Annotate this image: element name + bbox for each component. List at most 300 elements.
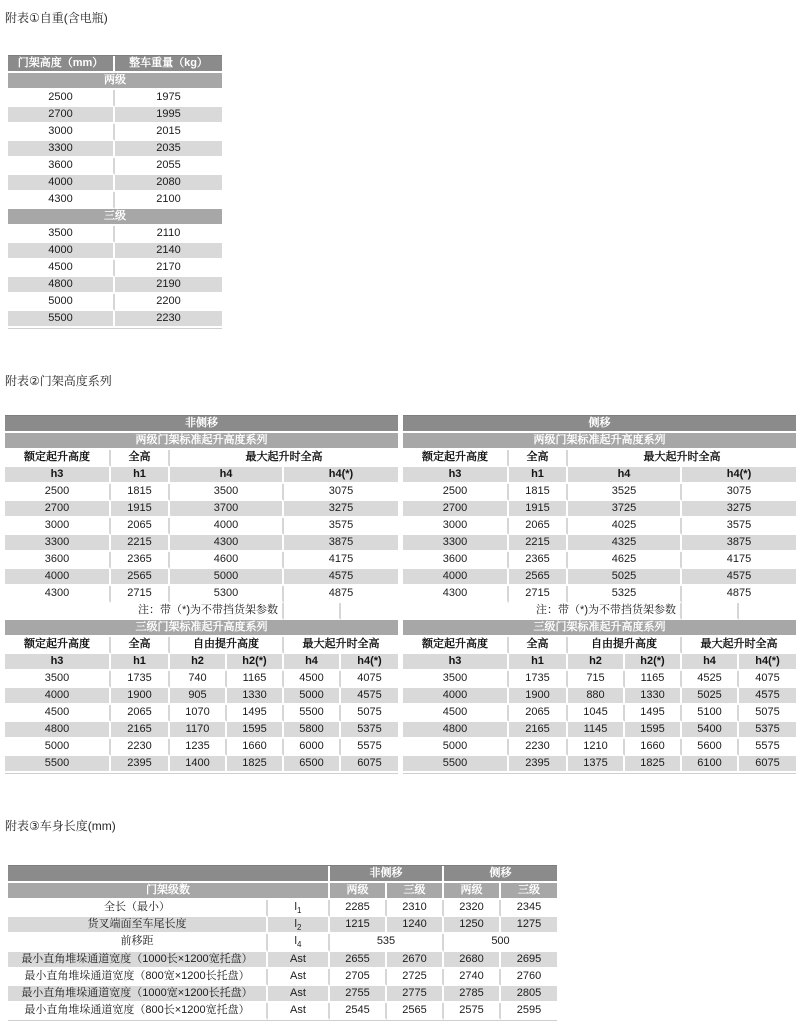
column-header: 额定起升高度 [5,450,111,467]
symbol-header: h2(*) [227,654,284,671]
table-row [403,739,796,756]
cell: 5600 [682,739,739,756]
cell: 2565 [509,569,568,586]
symbol-header: h1 [111,467,170,484]
table-row [403,671,796,688]
cell: 1815 [111,484,170,501]
mast-height-sideshift-body [403,416,796,773]
row-label: 货叉端面至车尾长度 [8,917,268,934]
symbol-header: h4(*) [284,467,398,484]
cell: 3500 [5,671,111,688]
table1-title: 附表①自重(含电瓶) [5,11,108,25]
table-row [8,1003,557,1020]
column-header: 最大起升时全高 [170,450,398,467]
cell: 2775 [387,986,444,1003]
cell: 1400 [170,756,227,773]
column-header: 最大起升时全高 [284,637,398,654]
cell: 5500 [284,705,341,722]
cell: 3300 [5,535,111,552]
column-header: 两级 [330,883,387,900]
column-header: 门架高度（mm） [8,56,115,73]
cell: 5375 [341,722,398,739]
cell: 2595 [501,1003,557,1020]
table-row [403,569,796,586]
column-header: 最大起升时全高 [568,450,796,467]
series-band: 三级门架标准起升高度系列 [403,620,796,637]
cell: 3075 [682,484,796,501]
cell: 4025 [568,518,682,535]
table-row [403,586,796,603]
cell: 1495 [227,705,284,722]
cell: 6500 [284,756,341,773]
dimension-symbol: Ast [268,969,330,986]
cell [739,603,796,620]
cell: 2310 [387,900,444,917]
symbol-header: h4 [568,467,682,484]
cell: 2140 [115,243,222,260]
cell: 6100 [682,756,739,773]
table-row [403,484,796,501]
column-header: 额定起升高度 [403,637,509,654]
row-label: 最小直角堆垛通道宽度（800长×1200宽托盘） [8,1003,268,1020]
symbol-header: h3 [5,654,111,671]
cell: 2065 [111,518,170,535]
table-row [403,722,796,739]
cell: 5300 [170,586,284,603]
cell [682,603,739,620]
dimension-symbol: Ast [268,952,330,969]
symbol-header: h4(*) [739,654,796,671]
table-row [8,311,222,328]
cell: 4300 [170,535,284,552]
cell: 2215 [111,535,170,552]
cell: 4325 [568,535,682,552]
cell: 4075 [341,671,398,688]
cell: 1495 [625,705,682,722]
cell: 6075 [739,756,796,773]
cell: 2190 [115,277,222,294]
symbol-header: h4(*) [341,654,398,671]
cell: 5000 [8,294,115,311]
cell: 5500 [403,756,509,773]
group-band: 侧移 [403,416,796,433]
cell: 3275 [682,501,796,518]
table-row [5,484,398,501]
cell: 1660 [227,739,284,756]
table-row [8,952,557,969]
table-row [403,535,796,552]
cell: 2805 [501,986,557,1003]
cell: 5575 [739,739,796,756]
cell: 1995 [115,107,222,124]
table-row [8,90,222,107]
symbol-header: h3 [403,467,509,484]
group-band: 非侧移 [330,866,444,883]
table-row [8,124,222,141]
cell: 1145 [568,722,625,739]
note: 注：带（*)为不带挡货架参数 [403,603,682,620]
cell: 3875 [284,535,398,552]
symbol-header: h4 [682,654,739,671]
subheader-row [5,467,398,484]
cell: 5100 [682,705,739,722]
cell: 1660 [625,739,682,756]
table-row [8,277,222,294]
cell: 5025 [568,569,682,586]
cell: 2700 [403,501,509,518]
table-row [5,671,398,688]
table-row [403,688,796,705]
table-row [8,175,222,192]
cell: 6000 [284,739,341,756]
cell: 2500 [5,484,111,501]
cell: 2705 [330,969,387,986]
cell: 3525 [568,484,682,501]
table-row [5,722,398,739]
series-row [403,433,796,450]
cell: 1210 [568,739,625,756]
cell: 1595 [625,722,682,739]
cell: 2700 [5,501,111,518]
cell: 1900 [509,688,568,705]
cell: 5025 [682,688,739,705]
group-band: 非侧移 [5,416,398,433]
cell: 2785 [444,986,501,1003]
column-header: 额定起升高度 [403,450,509,467]
cell: 2230 [115,311,222,328]
table-row [403,518,796,535]
column-header: 三级 [501,883,557,900]
cell: 6075 [341,756,398,773]
row-label: 前移距 [8,934,268,951]
cell: 4575 [682,569,796,586]
series-row [5,620,398,637]
cell: 2395 [509,756,568,773]
cell: 1330 [227,688,284,705]
cell: 2695 [501,952,557,969]
cell: 5500 [8,311,115,328]
cell: 5000 [5,739,111,756]
cell: 4000 [8,243,115,260]
cell: 535 [330,934,444,951]
cell: 2230 [111,739,170,756]
cell: 5000 [403,739,509,756]
series-row [5,433,398,450]
cell: 2065 [509,518,568,535]
cell: 5800 [284,722,341,739]
dimension-symbol: $l_1$ [268,900,330,917]
table-row [8,158,222,175]
cell: 2165 [509,722,568,739]
subheader-row [5,654,398,671]
table-row [8,934,557,951]
cell: 3000 [403,518,509,535]
cell: 3575 [682,518,796,535]
cell: 2500 [403,484,509,501]
cell: 740 [170,671,227,688]
table-row [8,900,557,917]
cell: 2365 [111,552,170,569]
cell: 2285 [330,900,387,917]
cell: 5325 [568,586,682,603]
table-row [8,294,222,311]
cell: 4875 [682,586,796,603]
cell: 2230 [509,739,568,756]
cell: 5000 [170,569,284,586]
symbol-header: h1 [509,654,568,671]
mast-height-table-nonsideshift [5,415,398,774]
body-length-table [8,865,557,1021]
column-header: 全高 [111,637,170,654]
header-row [403,637,796,654]
table-row [403,756,796,773]
cell: 1215 [330,917,387,934]
symbol-header: h1 [111,654,170,671]
cell: 1250 [444,917,501,934]
cell: 1975 [115,90,222,107]
table-row [5,688,398,705]
group-row [403,416,796,433]
cell: 1825 [625,756,682,773]
column-header: 全高 [509,450,568,467]
cell [8,866,330,883]
table-row [5,535,398,552]
table-row [5,569,398,586]
table-row [8,260,222,277]
cell: 2755 [330,986,387,1003]
section-band: 两级 [8,73,222,90]
cell: 1900 [111,688,170,705]
row-label: 全长（最小） [8,900,268,917]
row-label: 最小直角堆垛通道宽度（1000宽×1200长托盘） [8,986,268,1003]
column-header: 全高 [509,637,568,654]
cell: 2500 [8,90,115,107]
symbol-header: h4(*) [682,467,796,484]
cell: 1275 [501,917,557,934]
column-header: 最大起升时全高 [682,637,796,654]
cell: 4000 [170,518,284,535]
cell: 2200 [115,294,222,311]
cell: 4000 [403,569,509,586]
cell: 2170 [115,260,222,277]
cell: 1595 [227,722,284,739]
table-row [8,107,222,124]
cell [284,603,341,620]
cell: 3700 [170,501,284,518]
subheader-row [403,467,796,484]
table-row [403,501,796,518]
cell: 1825 [227,756,284,773]
cell: 2575 [444,1003,501,1020]
cell: 2715 [509,586,568,603]
table-row [5,586,398,603]
column-header: 三级 [387,883,444,900]
cell: 3575 [284,518,398,535]
cell: 5375 [739,722,796,739]
cell: 2365 [509,552,568,569]
series-band: 两级门架标准起升高度系列 [5,433,398,450]
column-header: 整车重量（kg） [115,56,222,73]
symbol-header: h1 [509,467,568,484]
symbol-header: h2 [568,654,625,671]
header-row [403,450,796,467]
dimension-symbol: Ast [268,1003,330,1020]
table-row [403,705,796,722]
cell: 5400 [682,722,739,739]
cell: 2545 [330,1003,387,1020]
symbol-header: h2 [170,654,227,671]
section-row [8,209,222,226]
row-label: 最小直角堆垛通道宽度（800宽×1200长托盘） [8,969,268,986]
cell: 2740 [444,969,501,986]
row-label: 最小直角堆垛通道宽度（1000长×1200宽托盘） [8,952,268,969]
cell: 1165 [625,671,682,688]
header-row [5,637,398,654]
symbol-header: h4 [284,654,341,671]
table-row [8,192,222,209]
table-row [8,243,222,260]
symbol-header: h2(*) [625,654,682,671]
table-row [5,705,398,722]
cell: 880 [568,688,625,705]
cell: 4000 [8,175,115,192]
cell: 3275 [284,501,398,518]
cell: 2680 [444,952,501,969]
self-weight-table-body [8,56,222,328]
cell: 4800 [5,722,111,739]
cell: 2015 [115,124,222,141]
cell: 2565 [111,569,170,586]
column-header: 额定起升高度 [5,637,111,654]
cell: 500 [444,934,557,951]
mast-height-table-sideshift [403,415,796,774]
cell: 5075 [739,705,796,722]
cell: 5500 [5,756,111,773]
cell: 1815 [509,484,568,501]
cell: 1235 [170,739,227,756]
table-row [5,501,398,518]
cell: 3075 [284,484,398,501]
table-row [5,552,398,569]
cell: 2035 [115,141,222,158]
cell: 4875 [284,586,398,603]
cell: 4000 [403,688,509,705]
header-row [5,450,398,467]
cell: 3600 [8,158,115,175]
cell: 2055 [115,158,222,175]
cell: 4300 [5,586,111,603]
cell: 1330 [625,688,682,705]
column-header: 自由提升高度 [170,637,284,654]
cell: 4575 [739,688,796,705]
series-row [403,620,796,637]
table3-title: 附表③车身长度(mm) [5,819,116,833]
cell: 2700 [8,107,115,124]
group-row [8,866,557,883]
cell: 1170 [170,722,227,739]
symbol-subscript: 2 [297,923,302,933]
table-row [5,756,398,773]
section-row [8,73,222,90]
header-row [8,56,222,73]
cell: 3600 [403,552,509,569]
cell: 4575 [341,688,398,705]
cell: 1735 [111,671,170,688]
cell: 4175 [682,552,796,569]
cell: 2655 [330,952,387,969]
cell: 2715 [111,586,170,603]
dimension-symbol: $l_4$ [268,934,330,951]
cell: 2725 [387,969,444,986]
cell: 4500 [284,671,341,688]
note-row [5,603,398,620]
cell: 2110 [115,226,222,243]
dimension-symbol: Ast [268,986,330,1003]
cell: 4300 [8,192,115,209]
cell: 4625 [568,552,682,569]
cell: 2080 [115,175,222,192]
cell: 4500 [5,705,111,722]
series-band: 两级门架标准起升高度系列 [403,433,796,450]
mast-height-nonsideshift-body [5,416,398,773]
cell: 3500 [8,226,115,243]
symbol-header: h4 [170,467,284,484]
cell: 4000 [5,688,111,705]
column-header: 自由提升高度 [568,637,682,654]
cell: 3500 [170,484,284,501]
cell: 4175 [284,552,398,569]
table-row [403,552,796,569]
cell: 3600 [5,552,111,569]
cell: 1070 [170,705,227,722]
cell: 4500 [8,260,115,277]
cell: 5075 [341,705,398,722]
cell: 3300 [403,535,509,552]
cell: 2345 [501,900,557,917]
cell: 4800 [8,277,115,294]
cell: 1165 [227,671,284,688]
body-length-table-body [8,866,557,1020]
symbol-subscript: 1 [297,906,302,916]
dimension-symbol: $l_2$ [268,917,330,934]
mast-height-tables [5,415,796,774]
table-row [8,141,222,158]
symbol-subscript: 4 [297,940,302,950]
self-weight-table [8,55,222,329]
cell: 4000 [5,569,111,586]
cell: 3875 [682,535,796,552]
table-row [8,917,557,934]
cell: 2395 [111,756,170,773]
cell: 2320 [444,900,501,917]
cell: 2065 [509,705,568,722]
cell: 4300 [403,586,509,603]
cell: 3000 [5,518,111,535]
cell: 2215 [509,535,568,552]
cell: 2670 [387,952,444,969]
series-band: 三级门架标准起升高度系列 [5,620,398,637]
header-row [8,883,557,900]
note-row [403,603,796,620]
cell: 2165 [111,722,170,739]
cell: 2100 [115,192,222,209]
table-row [8,969,557,986]
column-header: 全高 [111,450,170,467]
cell: 1915 [111,501,170,518]
cell: 4800 [403,722,509,739]
symbol-header: h3 [403,654,509,671]
cell: 1240 [387,917,444,934]
